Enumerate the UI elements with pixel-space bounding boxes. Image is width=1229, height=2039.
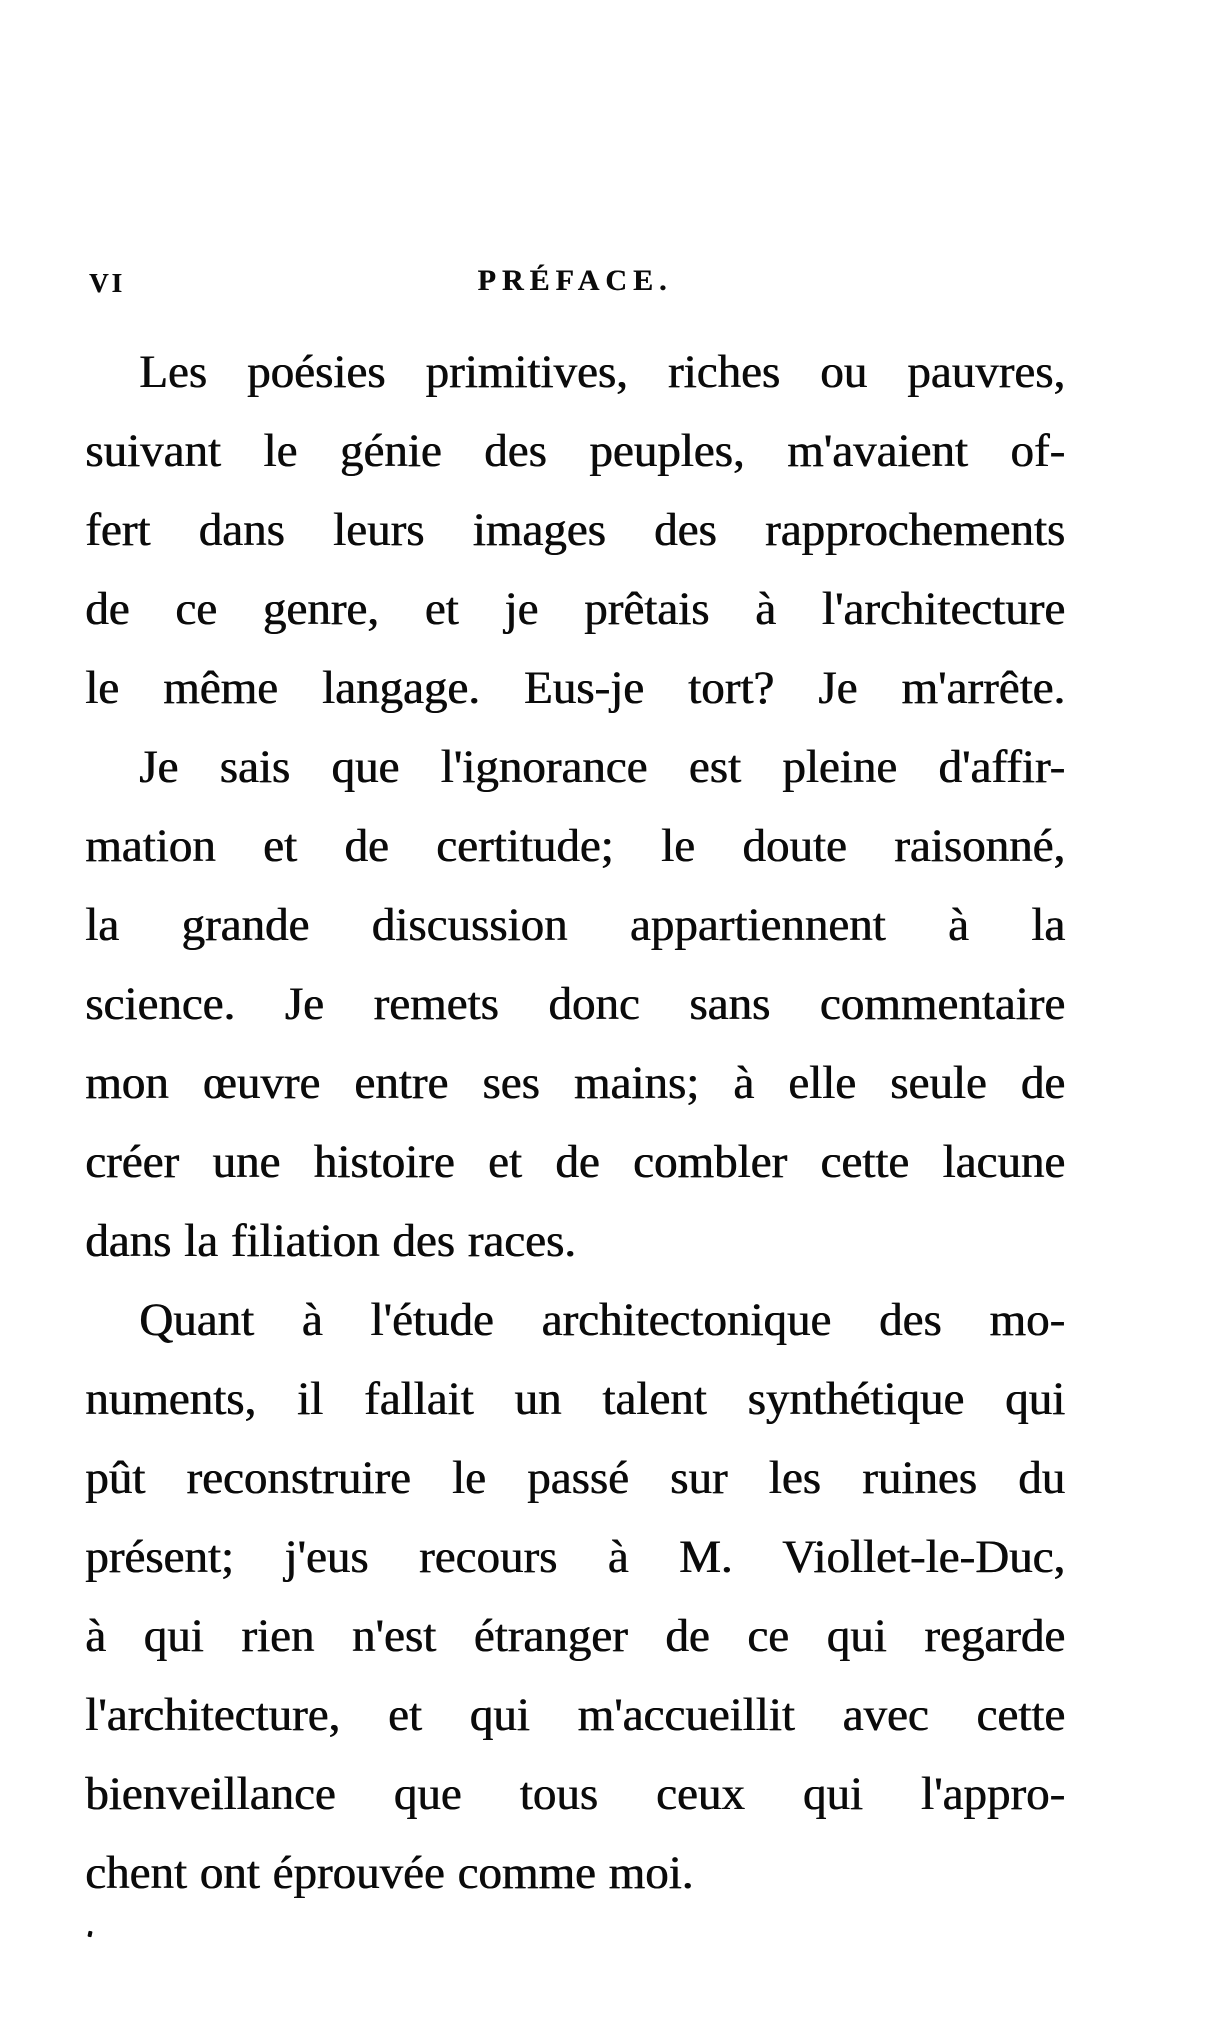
text-line: créer une histoire et de combler cette lacune bbox=[85, 1136, 1065, 1188]
text-line: mation et de certitude; le doute raisonné, bbox=[85, 820, 1065, 872]
ink-speck-artifact bbox=[87, 1931, 92, 1938]
text-line: Quant à l'étude architectonique des mo- bbox=[139, 1294, 1065, 1346]
text-line: suivant le génie des peuples, m'avaient of- bbox=[85, 425, 1065, 477]
text-line: numents, il fallait un talent synthétique qui bbox=[85, 1373, 1065, 1425]
page-title: PRÉFACE. bbox=[477, 264, 673, 297]
text-line: mon œuvre entre ses mains; à elle seule de bbox=[85, 1057, 1065, 1109]
text-line: bienveillance que tous ceux qui l'appro- bbox=[85, 1768, 1065, 1820]
text-line: la grande discussion appartiennent à la bbox=[85, 899, 1065, 951]
text-line: à qui rien n'est étranger de ce qui regarde bbox=[85, 1610, 1065, 1662]
page-number: VI bbox=[89, 268, 126, 298]
text-line: fert dans leurs images des rapprochements bbox=[85, 504, 1065, 556]
text-line: l'architecture, et qui m'accueillit avec cette bbox=[85, 1689, 1065, 1741]
text-line: science. Je remets donc sans commentaire bbox=[85, 978, 1065, 1030]
text-line: chent ont éprouvée comme moi. bbox=[85, 1847, 694, 1899]
text-line: pût reconstruire le passé sur les ruines du bbox=[85, 1452, 1065, 1504]
text-line: présent; j'eus recours à M. Viollet-le-Duc, bbox=[85, 1531, 1065, 1583]
text-line: Les poésies primitives, riches ou pauvres, bbox=[139, 346, 1065, 398]
body-text bbox=[85, 333, 1065, 1913]
text-line: Je sais que l'ignorance est pleine d'affir- bbox=[139, 741, 1065, 793]
text-line: dans la filiation des races. bbox=[85, 1215, 576, 1267]
text-line: de ce genre, et je prêtais à l'architecture bbox=[85, 583, 1065, 635]
text-line: le même langage. Eus-je tort? Je m'arrête. bbox=[85, 662, 1065, 714]
running-header bbox=[85, 264, 1065, 300]
